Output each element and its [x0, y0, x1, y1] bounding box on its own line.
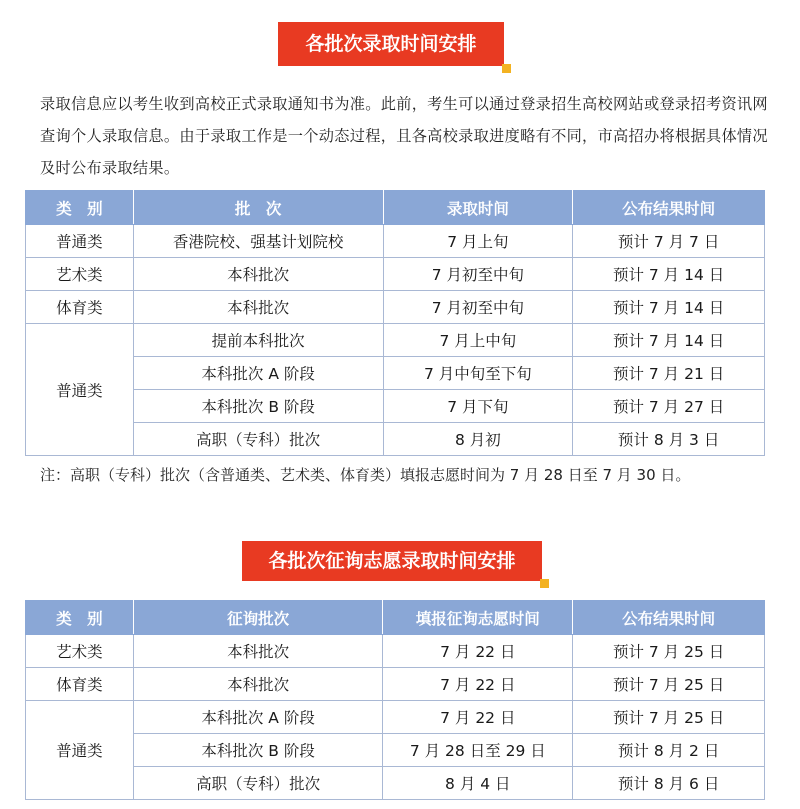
- table-row: [26, 635, 765, 668]
- cell-category: 普通类: [26, 225, 134, 258]
- table-row: [26, 357, 765, 390]
- cell-time: 8 月初: [383, 423, 573, 456]
- table-row: [26, 390, 765, 423]
- cell-result: 预计 7 月 25 日: [573, 635, 765, 668]
- cell-time: 7 月初至中旬: [383, 258, 573, 291]
- admission-info-paragraph: 录取信息应以考生收到高校正式录取通知书为准。此前，考生可以通过登录招生高校网站或登录招考资讯网查询个人录取信息。由于录取工作是一个动态过程，且各高校录取进度略有不同，市高招办将根据具体情况及时公布录取结果。: [40, 95, 768, 177]
- admission-schedule-table: [25, 190, 765, 456]
- table-header-row: [26, 601, 765, 635]
- cell-batch: 本科批次: [133, 258, 383, 291]
- cell-batch: 本科批次: [133, 668, 383, 701]
- cell-result: 预计 7 月 25 日: [573, 701, 765, 734]
- cell-batch: 本科批次: [133, 635, 383, 668]
- table-row: [26, 701, 765, 734]
- cell-result: 预计 8 月 2 日: [573, 734, 765, 767]
- table-row: [26, 767, 765, 800]
- section1-title-banner: [278, 22, 504, 66]
- section2-title-banner: [242, 541, 542, 581]
- cell-time: 8 月 4 日: [383, 767, 573, 800]
- table-header-row: [26, 191, 765, 225]
- table-row: [26, 225, 765, 258]
- cell-time: 7 月中旬至下旬: [383, 357, 573, 390]
- cell-time: 7 月 28 日至 29 日: [383, 734, 573, 767]
- banner-corner-decoration: [540, 579, 549, 588]
- cell-batch: 本科批次: [133, 291, 383, 324]
- header-result-time: 公布结果时间: [573, 191, 765, 225]
- cell-batch: 本科批次 A 阶段: [133, 701, 383, 734]
- table-row: [26, 734, 765, 767]
- header-category: 类 别: [26, 191, 134, 225]
- cell-result: 预计 7 月 14 日: [573, 324, 765, 357]
- section2-title: 各批次征询志愿录取时间安排: [268, 550, 516, 572]
- cell-time: 7 月上中旬: [383, 324, 573, 357]
- cell-batch: 高职（专科）批次: [133, 767, 383, 800]
- cell-category-merged: 普通类: [26, 701, 134, 800]
- cell-result: 预计 7 月 25 日: [573, 668, 765, 701]
- cell-batch: 提前本科批次: [133, 324, 383, 357]
- cell-time: 7 月 22 日: [383, 635, 573, 668]
- cell-time: 7 月上旬: [383, 225, 573, 258]
- cell-time: 7 月初至中旬: [383, 291, 573, 324]
- header-batch: 批 次: [133, 191, 383, 225]
- header-batch: 征询批次: [133, 601, 383, 635]
- cell-category-merged: 普通类: [26, 324, 134, 456]
- header-category: 类 别: [26, 601, 134, 635]
- cell-batch: 本科批次 A 阶段: [133, 357, 383, 390]
- cell-category: 体育类: [26, 668, 134, 701]
- cell-result: 预计 7 月 27 日: [573, 390, 765, 423]
- cell-time: 7 月下旬: [383, 390, 573, 423]
- cell-result: 预计 8 月 3 日: [573, 423, 765, 456]
- cell-result: 预计 7 月 14 日: [573, 258, 765, 291]
- table-row: [26, 668, 765, 701]
- table-row: [26, 324, 765, 357]
- cell-time: 7 月 22 日: [383, 668, 573, 701]
- cell-batch: 本科批次 B 阶段: [133, 390, 383, 423]
- header-result-time: 公布结果时间: [573, 601, 765, 635]
- cell-category: 体育类: [26, 291, 134, 324]
- cell-category: 艺术类: [26, 635, 134, 668]
- cell-result: 预计 7 月 21 日: [573, 357, 765, 390]
- banner-corner-decoration: [502, 64, 511, 73]
- table-row: [26, 258, 765, 291]
- cell-batch: 香港院校、强基计划院校: [133, 225, 383, 258]
- cell-result: 预计 8 月 6 日: [573, 767, 765, 800]
- section1-title: 各批次录取时间安排: [305, 33, 477, 55]
- header-fill-time: 填报征询志愿时间: [383, 601, 573, 635]
- table-row: [26, 423, 765, 456]
- cell-batch: 高职（专科）批次: [133, 423, 383, 456]
- cell-batch: 本科批次 B 阶段: [133, 734, 383, 767]
- cell-category: 艺术类: [26, 258, 134, 291]
- solicitation-schedule-table: [25, 600, 765, 800]
- table-row: [26, 291, 765, 324]
- cell-result: 预计 7 月 7 日: [573, 225, 765, 258]
- header-admission-time: 录取时间: [383, 191, 573, 225]
- cell-result: 预计 7 月 14 日: [573, 291, 765, 324]
- table-note: 注：高职（专科）批次（含普通类、艺术类、体育类）填报志愿时间为 7 月 28 日至 7 月 30 日。: [40, 466, 691, 484]
- cell-time: 7 月 22 日: [383, 701, 573, 734]
